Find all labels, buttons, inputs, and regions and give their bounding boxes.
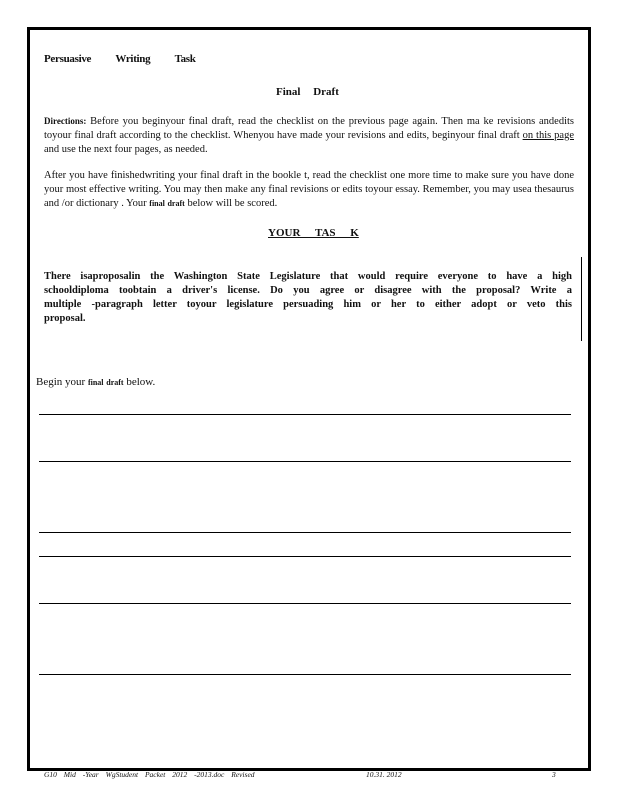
directions-text-2: and use the next four pages, as needed.	[44, 144, 208, 155]
instructions-final: final	[149, 199, 165, 208]
writing-line[interactable]	[39, 414, 571, 415]
directions-label: Directions:	[44, 116, 87, 126]
your-task-title: YOUR TAS K	[268, 227, 359, 239]
begin-draft: draft	[106, 378, 124, 387]
begin-instruction	[36, 376, 155, 388]
begin-text-1: Begin your	[36, 376, 88, 388]
begin-text-2: below.	[123, 376, 156, 388]
footer-filename: G10 Mid -Year WgStudent Packet 2012 -2013.doc Revised	[44, 770, 255, 779]
instructions-text-2: below will be scored.	[184, 198, 278, 209]
task-prompt: There isaproposalin the Washington State Legislature that would require everyone to have a high schooldiploma toobtain a driver's license. Do you agree or disagree with the proposal? Write a multiple -paragraph letter toyour legislature persuading him or her to either adopt or veto this proposal.	[44, 271, 572, 324]
begin-final: final	[87, 378, 104, 387]
header-title: Persuasive Writing Task	[44, 53, 196, 65]
directions-text-1: Before you beginyour final draft, read the checklist on the previous page again. Then ma ke revisions andedits toyour final draft according to the checklist. Whenyou have made your revisions and edits, beginyour final draft	[44, 116, 574, 141]
instructions-text-1: After you have finishedwriting your final draft in the bookle t, read the checklist one more time to make sure you have done your most effective writing. You may then make any final revisions or edits toyour essay. Remember, you may usea thesaurus and /or dictionary . Your	[44, 170, 574, 209]
final-draft-title: Final Draft	[276, 86, 339, 98]
instructions-paragraph	[44, 169, 574, 211]
writing-line[interactable]	[39, 532, 571, 533]
task-side-bar	[581, 257, 582, 341]
writing-line[interactable]	[39, 674, 571, 675]
instructions-draft: draft	[167, 199, 185, 208]
footer-page-number: 3	[552, 770, 556, 779]
directions-paragraph	[44, 114, 574, 157]
writing-line[interactable]	[39, 556, 571, 557]
writing-line[interactable]	[39, 603, 571, 604]
writing-line[interactable]	[39, 461, 571, 462]
directions-link: on this page	[522, 130, 574, 141]
footer-date: 10.31. 2012	[366, 770, 402, 779]
